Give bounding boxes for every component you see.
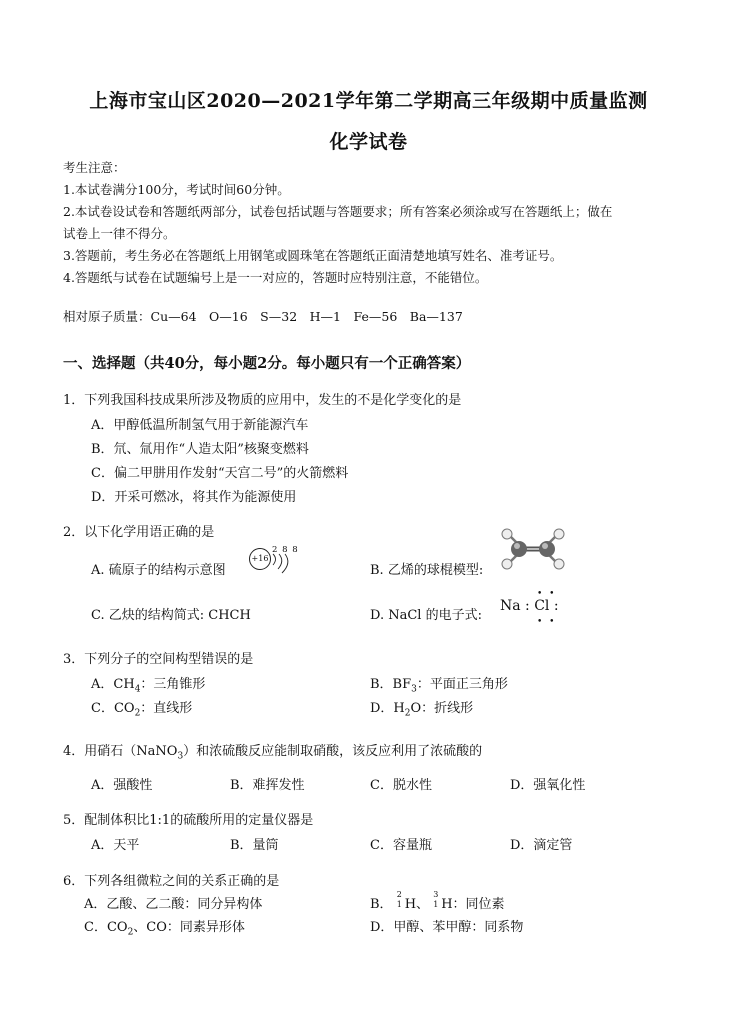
question-1-option-a: A．甲醇低温所制氢气用于新能源汽车 xyxy=(91,418,309,433)
question-3-option-b xyxy=(370,673,508,695)
nacl-electron-formula: Na : Cl : xyxy=(500,598,559,614)
option-b-prefix: B．BF xyxy=(370,677,412,692)
question-5-option-d: D．滴定管 xyxy=(510,838,573,853)
isotope-symbol: H、 xyxy=(404,897,430,912)
subscript: 2 xyxy=(404,708,411,719)
question-4-stem xyxy=(63,740,482,762)
page-subtitle: 化学试卷 xyxy=(329,131,408,153)
question-2-option-b: B. 乙烯的球棍模型: xyxy=(370,563,484,578)
atomic-number: 1 xyxy=(433,900,439,909)
question-3-option-a xyxy=(91,673,205,695)
section-heading: 一、选择题（共40分，每小题2分。每小题只有一个正确答案） xyxy=(63,355,471,372)
option-c-prefix: C．CO xyxy=(91,701,135,716)
question-6-option-d: D．甲醇、苯甲醇：同系物 xyxy=(370,920,524,935)
subscript: 4 xyxy=(134,684,141,695)
subscript: 3 xyxy=(177,751,184,762)
option-d-text: O：折线形 xyxy=(410,701,474,716)
electron-dots-bottom: • • xyxy=(537,617,557,627)
electron-dots-top: • • xyxy=(537,589,557,599)
question-2-option-d: D. NaCl 的电子式: xyxy=(370,608,482,623)
notice-heading: 考生注意： xyxy=(63,160,126,175)
option-a-prefix: A．CH xyxy=(91,677,135,692)
question-4-option-b: B．难挥发性 xyxy=(230,778,305,793)
question-6-option-a: A．乙酸、乙二酸：同分异构体 xyxy=(84,897,263,912)
atomic-mass-line: 相对原子质量：Cu—64 O—16 S—32 H—1 Fe—56 Ba—137 xyxy=(63,309,463,324)
isotope-notation-1 xyxy=(396,890,405,909)
subscript: 3 xyxy=(411,684,417,695)
question-1-option-c: C．偏二甲肼用作发射“天宫二号”的火箭燃料 xyxy=(91,466,349,481)
question-6-stem: 6．下列各组微粒之间的关系正确的是 xyxy=(63,874,280,889)
question-4-option-a: A．强酸性 xyxy=(91,778,153,793)
question-1-stem: 1．下列我国科技成果所涉及物质的应用中，发生的不是化学变化的是 xyxy=(63,393,462,408)
question-3-stem: 3．下列分子的空间构型错误的是 xyxy=(63,652,254,667)
subscript: 2 xyxy=(127,927,134,938)
question-4-option-d: D．强氧化性 xyxy=(510,778,586,793)
option-b-prefix: B． xyxy=(370,897,393,912)
atomic-number: 1 xyxy=(396,900,402,909)
stem-part: ）和浓硫酸反应能制取硝酸，该反应利用了浓硫酸的 xyxy=(183,744,483,759)
question-2-option-c: C. 乙炔的结构简式: CHCH xyxy=(91,608,251,623)
question-6-option-c xyxy=(84,916,245,938)
question-1-option-b: B．氘、氚用作“人造太阳”核聚变燃料 xyxy=(91,442,309,457)
electron-shell-arcs xyxy=(248,545,298,581)
option-b-text: ：平面正三角形 xyxy=(416,677,508,692)
electron-shell-label: 2 8 8 xyxy=(272,545,299,555)
notice-item: 2.本试卷设试卷和答题纸两部分，试卷包括试题与答题要求；所有答案必须涂或写在答题纸上；做在 xyxy=(63,204,613,219)
question-3-option-d xyxy=(370,697,473,719)
subscript: 2 xyxy=(134,708,141,719)
question-4-option-c: C．脱水性 xyxy=(370,778,432,793)
option-c-text: 、CO：同素异形体 xyxy=(133,920,245,935)
question-5-stem: 5．配制体积比1:1的硫酸所用的定量仪器是 xyxy=(63,813,314,828)
question-3-option-c xyxy=(91,697,192,719)
notice-item: 4.答题纸与试卷在试题编号上是一一对应的，答题时应特别注意，不能错位。 xyxy=(63,270,488,285)
option-a-text: ：三角锥形 xyxy=(140,677,206,692)
notice-item: 3.答题前，考生务必在答题纸上用钢笔或圆珠笔在答题纸正面清楚地填写姓名、准考证号。 xyxy=(63,248,563,263)
sulfur-atom-diagram xyxy=(248,545,298,581)
ethylene-ball-stick-model xyxy=(495,527,575,573)
question-1-option-d: D．开采可燃冰，将其作为能源使用 xyxy=(91,490,297,505)
notice-item: 1.本试卷满分100分，考试时间60分钟。 xyxy=(63,182,290,197)
nucleus-label: +16 xyxy=(249,548,271,570)
isotope-symbol: H xyxy=(441,897,453,912)
question-5-option-a: A．天平 xyxy=(91,838,140,853)
mass-number: 3 xyxy=(433,890,439,899)
option-c-prefix: C．CO xyxy=(84,920,128,935)
option-d-prefix: D．H xyxy=(370,701,405,716)
notice-item: 试卷上一律不得分。 xyxy=(63,226,176,241)
isotope-notation-2 xyxy=(433,890,441,909)
question-6-option-b xyxy=(370,890,505,912)
question-2-option-a: A. 硫原子的结构示意图 xyxy=(91,563,226,578)
question-5-option-b: B．量筒 xyxy=(230,838,279,853)
option-c-text: ：直线形 xyxy=(140,701,193,716)
option-b-text: ：同位素 xyxy=(452,897,505,912)
mass-number: 2 xyxy=(396,890,402,899)
stem-part: 4．用硝石（NaNO xyxy=(63,744,178,759)
page-title: 上海市宝山区2020—2021学年第二学期高三年级期中质量监测 xyxy=(89,90,648,112)
question-5-option-c: C．容量瓶 xyxy=(370,838,432,853)
question-2-stem: 2．以下化学用语正确的是 xyxy=(63,525,215,540)
